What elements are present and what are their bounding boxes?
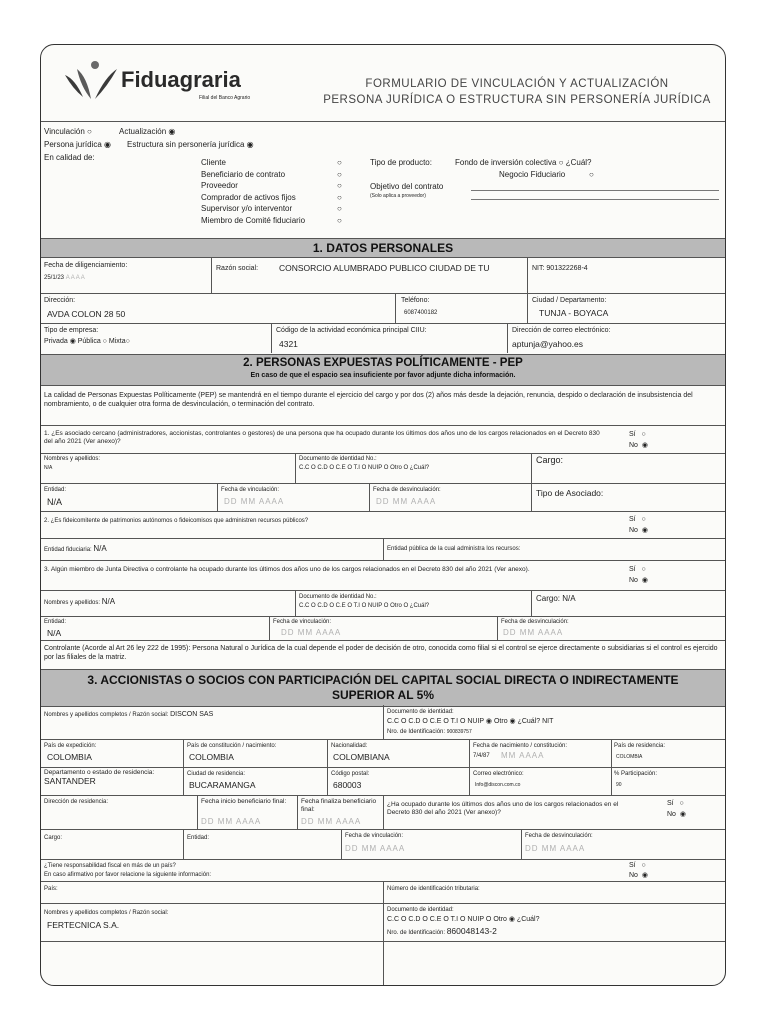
q1-entidad-value[interactable]: N/A: [47, 497, 63, 507]
participacion-value[interactable]: 90: [616, 782, 622, 788]
section3-title-line2: SUPERIOR AL 5%: [331, 688, 435, 702]
fondo-radio: ○: [558, 158, 564, 167]
correo-value[interactable]: aptunja@yahoo.es: [512, 339, 584, 349]
q1-doc-types[interactable]: C.C O C.D O C.E O T.I O NUIP O Otro O ¿Cuál?: [299, 465, 430, 471]
form-title-line2: PERSONA JURÍDICA O ESTRUCTURA SIN PERSONERÍA JURÍDICA: [323, 94, 711, 106]
correo-label: Dirección de correo electrónico:: [512, 327, 611, 334]
q1-documento-label: Documento de identidad No.:: [299, 456, 377, 462]
telefono-value[interactable]: 6087400182: [404, 310, 438, 316]
pais-const-value[interactable]: COLOMBIA: [189, 752, 234, 762]
entidad-publica-label: Entidad pública de la cual administra los recursos:: [387, 546, 521, 552]
calidad-option[interactable]: [201, 158, 341, 168]
nacionalidad-value[interactable]: COLOMBIANA: [333, 752, 390, 762]
q1-nombres-value[interactable]: N/A: [44, 465, 53, 471]
logo-text: Fiduagraria: [121, 67, 241, 92]
calidad-option-label: Comprador de activos fijos: [201, 192, 296, 202]
q3-cargo-field[interactable]: Cargo: N/A: [536, 594, 576, 603]
s3-correo-value[interactable]: Info@discon.com.co: [475, 782, 521, 788]
publica-radio: ○: [102, 338, 107, 345]
s3-entidad-label: Entidad:: [187, 835, 210, 841]
section3-title-line1: 3. ACCIONISTAS O SOCIOS CON PARTICIPACIÓN DEL CAPITAL SOCIAL DIRECTA O INDIRECTAMENTE: [87, 673, 679, 687]
ciudad-res-label: Ciudad de residencia:: [187, 771, 246, 777]
s3-fecha-desv-value[interactable]: DD MM AAAA: [525, 844, 586, 853]
tipo-asociado-label: Tipo de Asociado:: [536, 488, 604, 498]
persona-juridica-radio: ◉: [104, 140, 112, 149]
form-sheet: [40, 44, 726, 986]
q3-documento-label: Documento de identidad No.:: [299, 594, 377, 600]
calidad-option[interactable]: [201, 170, 341, 180]
codigo-postal-label: Código postal:: [331, 771, 370, 777]
form-title-line1: FORMULARIO DE VINCULACIÓN Y ACTUALIZACIÓN: [365, 78, 669, 90]
calidad-option[interactable]: [201, 193, 341, 203]
s3-fecha-vinc-label: Fecha de vinculación:: [345, 833, 404, 839]
pep-paragraph: La calidad de Personas Expuestas Políticamente (PEP) se mantendrá en el tiempo durante el ejercicio del cargo y por dos (2) años más desde la dejación, renuncia, despido o declaración de insubsistencia del nombramiento, o de cualquier otra forma de desvinculación, o terminación del contrato.: [44, 392, 693, 408]
pais-exp-label: País de expedición:: [44, 743, 97, 749]
calidad-option-label: Proveedor: [201, 181, 238, 190]
fecha-inicio-value[interactable]: DD MM AAAA: [201, 817, 262, 826]
q1-nombres-label: Nombres y apellidos:: [44, 456, 101, 462]
fecha-nac-label: Fecha de nacimiento / constitución:: [473, 743, 568, 749]
vinculacion-option[interactable]: Vinculación ○: [44, 127, 92, 136]
s3-documento-label: Documento de identidad:: [387, 709, 454, 715]
q1-entidad-label: Entidad:: [44, 487, 67, 493]
pais-res-value[interactable]: COLOMBIA: [616, 754, 643, 760]
fecha-nac-placeholder: MM AAAA: [501, 751, 545, 760]
q2-no[interactable]: No ◉: [629, 527, 648, 534]
ciiu-value[interactable]: 4321: [279, 339, 298, 349]
fecha-fin-value[interactable]: DD MM AAAA: [301, 817, 362, 826]
calidad-option-label: Beneficiario de contrato: [201, 169, 286, 179]
s3-nombres-field[interactable]: Nombres y apellidos completos / Razón social: DISCON SAS: [44, 711, 214, 718]
q3-si[interactable]: Sí ○: [629, 566, 646, 573]
pais-exp-value[interactable]: COLOMBIA: [47, 752, 92, 762]
calidad-option[interactable]: [201, 204, 341, 214]
s3-cargo-label: Cargo:: [44, 835, 63, 841]
tipo-empresa-options[interactable]: Privada ◉ Pública ○ Mixta○: [44, 338, 130, 345]
tipo-empresa-label: Tipo de empresa:: [44, 327, 99, 334]
section2-subtitle: En caso de que el espacio sea insuficiente por favor adjunte dicha información.: [250, 372, 516, 379]
dir-res-label: Dirección de residencia:: [44, 799, 109, 805]
objetivo-line[interactable]: [471, 190, 719, 191]
direccion-label: Dirección:: [44, 297, 76, 304]
s3-fecha-vinc-value[interactable]: DD MM AAAA: [345, 844, 406, 853]
q1-no[interactable]: No ◉: [629, 442, 648, 449]
ciudad-label: Ciudad / Departamento:: [532, 297, 607, 304]
ha-ocupado-si[interactable]: Sí ○: [667, 800, 684, 807]
q1-fecha-desv-value[interactable]: DD MM AAAA: [376, 497, 437, 506]
fondo-option[interactable]: Fondo de inversión colectiva ○ ¿Cuál?: [455, 158, 592, 167]
s3-nombres2-value[interactable]: FERTECNICA S.A.: [47, 920, 120, 930]
direccion-value[interactable]: AVDA COLON 28 50: [47, 309, 126, 319]
telefono-label: Teléfono:: [401, 297, 430, 304]
q3-entidad-value[interactable]: N/A: [47, 628, 62, 638]
section2-title: 2. PERSONAS EXPUESTAS POLÍTICAMENTE - PEP: [243, 357, 523, 369]
calidad-radio[interactable]: ○: [337, 181, 342, 190]
calidad-option-label: Cliente: [201, 158, 226, 167]
calidad-radio[interactable]: ○: [337, 192, 342, 202]
q3-doc-types[interactable]: C.C O C.D O C.E O T.I O NUIP O Otro O ¿Cuál?: [299, 603, 430, 609]
nit-field[interactable]: NIT: 901322268-4: [532, 265, 588, 272]
q3-nombres-field[interactable]: Nombres y apellidos: N/A: [44, 597, 116, 606]
fecha-label: Fecha de diligenciamiento:: [44, 262, 128, 269]
calidad-radio[interactable]: ○: [337, 158, 342, 167]
q2-text: 2. ¿Es fideicomitente de patrimonios autónomos o fideicomisos que administren recursos públicos?: [44, 518, 309, 524]
section1-title: 1. DATOS PERSONALES: [312, 241, 454, 255]
nit-tributario-label: Número de identificación tributaria:: [387, 886, 480, 892]
nacionalidad-label: Nacionalidad:: [331, 743, 368, 749]
calidad-option-label: Miembro de Comité fiduciario: [201, 215, 306, 225]
s3-documento2-label: Documento de identidad:: [387, 907, 454, 913]
q1-cargo-label: Cargo:: [536, 455, 564, 465]
razon-social-label: Razón social:: [216, 265, 259, 272]
ciudad-value[interactable]: TUNJA - BOYACA: [539, 308, 609, 318]
q3-fecha-desv-label: Fecha de desvinculación:: [501, 619, 569, 625]
ciiu-label: Código de la actividad económica principal CIIU:: [276, 327, 427, 334]
negocio-radio[interactable]: ○: [589, 170, 594, 179]
q1-fecha-desv-label: Fecha de desvinculación:: [373, 487, 441, 493]
persona-juridica-option[interactable]: Persona jurídica ◉: [44, 140, 112, 149]
q3-no[interactable]: No ◉: [629, 577, 648, 584]
ha-ocupado-text: ¿Ha ocupado durante los últimos dos años uno de los cargos relacionados en el Decreto 830 del año 2021 (Ver anexo)?: [387, 801, 619, 816]
entidad-fiduciaria-field[interactable]: Entidad fiduciaria: N/A: [44, 544, 107, 553]
estructura-radio: ◉: [246, 140, 254, 149]
fiscal-note: En caso afirmativo por favor relacione la siguiente información:: [44, 872, 212, 878]
tipo-producto-label: Tipo de producto:: [370, 158, 432, 167]
calidad-radio[interactable]: ○: [337, 169, 342, 179]
ciudad-res-value[interactable]: BUCARAMANGA: [189, 780, 256, 790]
calidad-option[interactable]: [201, 216, 341, 226]
s3-nro-field[interactable]: Nro. de Identificación: 900839757: [387, 729, 472, 735]
q3-fecha-desv-value[interactable]: DD MM AAAA: [503, 628, 564, 637]
calidad-radio[interactable]: ○: [337, 215, 342, 225]
pais-label: País:: [44, 886, 58, 892]
q1-fecha-vinc-label: Fecha de vinculación:: [221, 487, 280, 493]
q3-fecha-vinc-value[interactable]: DD MM AAAA: [281, 628, 342, 637]
participacion-label: % Participación:: [614, 771, 658, 777]
q3-entidad-label: Entidad:: [44, 619, 67, 625]
fiduagraria-logo-icon: [61, 59, 121, 103]
depto-field[interactable]: Departamento o estado de residencia: SANTANDER: [44, 769, 155, 786]
s3-doc-types2[interactable]: C.C O C.D O C.E O T.I O NUIP O Otro ◉ ¿Cuál?: [387, 916, 540, 923]
s3-correo-label: Correo electrónico:: [473, 771, 524, 777]
razon-social-value[interactable]: CONSORCIO ALUMBRADO PUBLICO CIUDAD DE TU: [279, 263, 490, 273]
q3-fecha-vinc-label: Fecha de vinculación:: [273, 619, 332, 625]
fiscal-question: ¿Tiene responsabilidad fiscal en más de un país?: [44, 863, 176, 869]
fecha-nac-value[interactable]: 7/4/87: [473, 753, 490, 759]
actualizacion-radio: ◉: [168, 127, 176, 136]
s3-fecha-desv-label: Fecha de desvinculación:: [525, 833, 593, 839]
s3-doc-types[interactable]: C.C O C.D O C.E O T.I O NUIP ◉ Otro ◉ ¿Cuál? NIT: [387, 718, 554, 725]
objetivo-note: (Solo aplica a proveedor): [370, 193, 426, 199]
estructura-option[interactable]: Estructura sin personería jurídica ◉: [127, 140, 254, 149]
codigo-postal-value[interactable]: 680003: [333, 780, 362, 790]
calidad-label: En calidad de:: [44, 153, 95, 162]
ha-ocupado-no[interactable]: No ◉: [667, 811, 686, 818]
vinculacion-radio: ○: [87, 127, 92, 136]
actualizacion-option[interactable]: Actualización ◉: [119, 127, 176, 136]
calidad-option[interactable]: [201, 181, 341, 191]
fecha-inicio-label: Fecha inicio beneficiario final:: [201, 798, 287, 805]
q1-fecha-vinc-value[interactable]: DD MM AAAA: [224, 497, 285, 506]
q2-si[interactable]: Sí ○: [629, 516, 646, 523]
objetivo-label: Objetivo del contrato: [370, 182, 444, 191]
fecha-value[interactable]: 25/1/23 AAAA: [44, 275, 86, 281]
pais-const-label: País de constitución / nacimiento:: [187, 743, 277, 749]
s3-nro2-field[interactable]: Nro. de Identificación: 860048143-2: [387, 926, 497, 936]
pais-res-label: País de residencia:: [614, 743, 666, 749]
privada-radio: ◉: [69, 338, 76, 345]
negocio-option[interactable]: Negocio Fiduciario: [499, 170, 566, 179]
fiscal-si[interactable]: Sí ○: [629, 862, 646, 869]
mixta-radio: ○: [125, 338, 130, 345]
calidad-option-label: Supervisor y/o interventor: [201, 204, 293, 213]
q1-si[interactable]: Sí ○: [629, 431, 646, 438]
s3-nombres2-label: Nombres y apellidos completos / Razón social:: [44, 910, 169, 916]
fiscal-no[interactable]: No ◉: [629, 872, 648, 879]
objetivo-line-2[interactable]: [471, 199, 719, 200]
logo-tagline: Filial del Banco Agrario: [199, 95, 251, 101]
calidad-radio[interactable]: ○: [337, 204, 342, 213]
q1-text: 1. ¿Es asociado cercano (administradores, accionistas, controlantes o gestores) de una persona que ha ocupado durante los últimos dos años uno de los cargos relacionados en el Decreto 830 del año 2021 (Ver anexo)?: [44, 430, 600, 445]
fecha-fin-label: Fecha finaliza beneficiario final:: [301, 798, 377, 813]
controlante-text: Controlante (Acorde al Art 26 ley 222 de 1995): Persona Natural o Jurídica de la cual depende el poder de decisión de otro, conocida como filial si el control se ejerce directamente o subsidiarias si el control es ejercido por las filiales de la matriz.: [44, 645, 718, 661]
q3-text: 3. Algún miembro de Junta Directiva o controlante ha ocupado durante los últimos dos años uno de los cargos relacionados en el Decreto 830 del año 2021 (Ver anexo).: [44, 566, 530, 573]
